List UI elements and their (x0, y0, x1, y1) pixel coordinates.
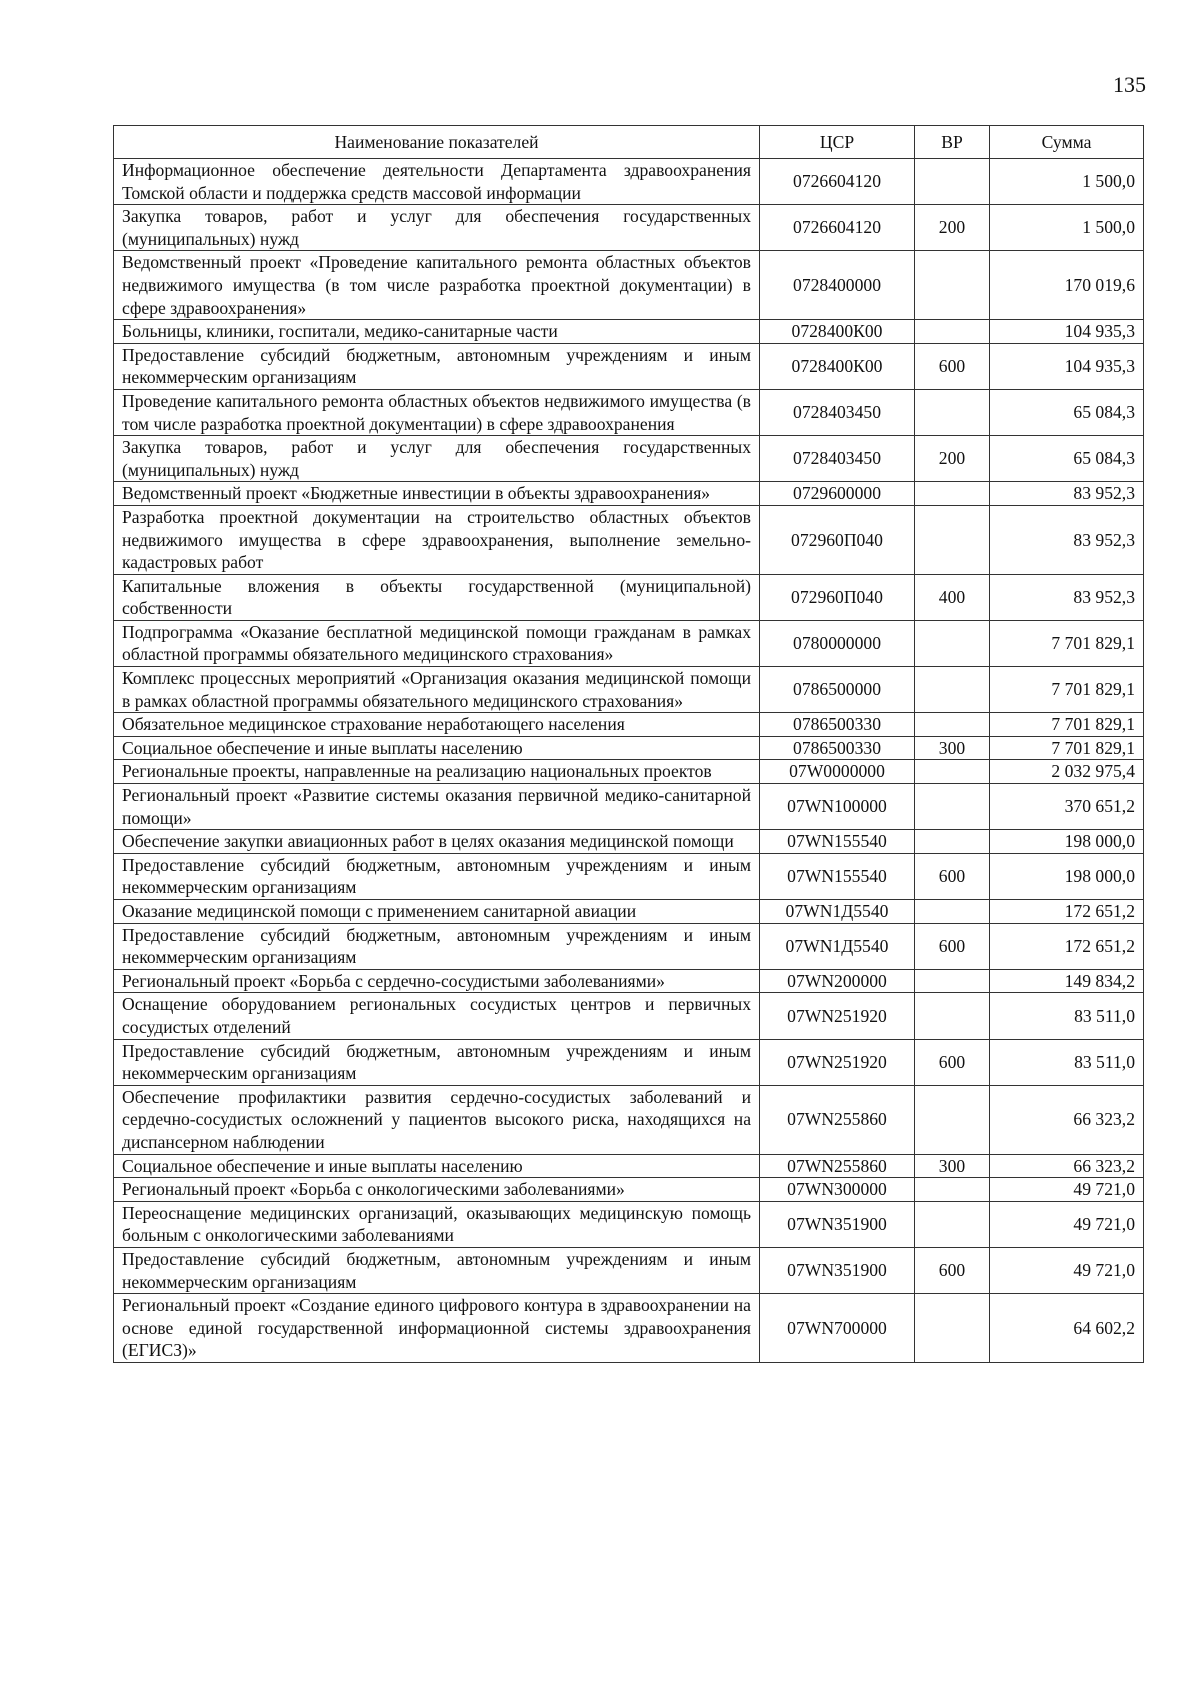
row-csr: 0728400К00 (760, 343, 915, 389)
row-sum: 83 952,3 (990, 505, 1144, 574)
row-name: Оснащение оборудованием региональных сосудистых центров и первичных сосудистых отделений (114, 993, 760, 1039)
row-csr: 0729600000 (760, 482, 915, 506)
row-csr: 07WN100000 (760, 784, 915, 830)
row-vr: 300 (915, 1154, 990, 1178)
row-name: Оказание медицинской помощи с применением санитарной авиации (114, 900, 760, 924)
row-csr: 07WN155540 (760, 830, 915, 854)
row-sum: 49 721,0 (990, 1201, 1144, 1247)
table-row (114, 853, 1144, 899)
row-csr: 07WN200000 (760, 969, 915, 993)
row-csr: 07W0000000 (760, 760, 915, 784)
row-vr: 200 (915, 205, 990, 251)
row-sum: 64 602,2 (990, 1294, 1144, 1363)
table-row (114, 574, 1144, 620)
row-csr: 0780000000 (760, 620, 915, 666)
row-name: Региональный проект «Развитие системы оказания первичной медико-санитарной помощи» (114, 784, 760, 830)
row-sum: 198 000,0 (990, 830, 1144, 854)
row-vr (915, 1178, 990, 1202)
row-csr: 0786500330 (760, 736, 915, 760)
table-row (114, 784, 1144, 830)
row-name: Комплекс процессных мероприятий «Организация оказания медицинской помощи в рамках областной программы обязательного медицинского страхования» (114, 667, 760, 713)
row-vr (915, 1294, 990, 1363)
row-csr: 07WN251920 (760, 993, 915, 1039)
row-vr (915, 713, 990, 737)
row-name: Предоставление субсидий бюджетным, автономным учреждениям и иным некоммерческим организациям (114, 923, 760, 969)
row-sum: 172 651,2 (990, 900, 1144, 924)
table-row (114, 760, 1144, 784)
row-sum: 49 721,0 (990, 1247, 1144, 1293)
row-sum: 65 084,3 (990, 389, 1144, 435)
row-name: Ведомственный проект «Проведение капитального ремонта областных объектов недвижимого имущества (в том числе разработка проектной документации) в сфере здравоохранения» (114, 251, 760, 320)
row-sum: 83 952,3 (990, 482, 1144, 506)
row-csr: 0786500000 (760, 667, 915, 713)
table-row (114, 1201, 1144, 1247)
row-vr: 300 (915, 736, 990, 760)
table-row (114, 505, 1144, 574)
row-csr: 0728403450 (760, 389, 915, 435)
row-vr: 600 (915, 1247, 990, 1293)
header-sum: Сумма (990, 126, 1144, 159)
row-sum: 370 651,2 (990, 784, 1144, 830)
table-row (114, 1247, 1144, 1293)
row-sum: 83 511,0 (990, 993, 1144, 1039)
row-name: Региональный проект «Борьба с онкологическими заболеваниями» (114, 1178, 760, 1202)
row-sum: 49 721,0 (990, 1178, 1144, 1202)
row-csr: 07WN155540 (760, 853, 915, 899)
row-sum: 104 935,3 (990, 343, 1144, 389)
row-csr: 07WN351900 (760, 1247, 915, 1293)
header-row (114, 126, 1144, 159)
table-row (114, 923, 1144, 969)
row-name: Информационное обеспечение деятельности Департамента здравоохранения Томской области и поддержка средств массовой информации (114, 159, 760, 205)
row-csr: 07WN1Д5540 (760, 923, 915, 969)
row-name: Региональные проекты, направленные на реализацию национальных проектов (114, 760, 760, 784)
row-vr (915, 389, 990, 435)
row-name: Закупка товаров, работ и услуг для обеспечения государственных (муниципальных) нужд (114, 205, 760, 251)
row-name: Подпрограмма «Оказание бесплатной медицинской помощи гражданам в рамках областной программы обязательного медицинского страхования» (114, 620, 760, 666)
table-row (114, 667, 1144, 713)
table-row (114, 1085, 1144, 1154)
row-name: Предоставление субсидий бюджетным, автономным учреждениям и иным некоммерческим организациям (114, 343, 760, 389)
table-row (114, 389, 1144, 435)
row-vr (915, 760, 990, 784)
row-vr: 600 (915, 1039, 990, 1085)
row-vr (915, 969, 990, 993)
row-vr: 400 (915, 574, 990, 620)
row-vr: 600 (915, 343, 990, 389)
row-vr (915, 159, 990, 205)
table-row (114, 205, 1144, 251)
row-sum: 149 834,2 (990, 969, 1144, 993)
row-sum: 104 935,3 (990, 320, 1144, 344)
row-vr (915, 505, 990, 574)
table-row (114, 1154, 1144, 1178)
row-name: Региональный проект «Создание единого цифрового контура в здравоохранении на основе единой государственной информационной системы здравоохранения (ЕГИСЗ)» (114, 1294, 760, 1363)
row-name: Обеспечение профилактики развития сердечно-сосудистых заболеваний и сердечно-сосудистых осложнений у пациентов высокого риска, находящихся на диспансерном наблюдении (114, 1085, 760, 1154)
row-name: Обеспечение закупки авиационных работ в целях оказания медицинской помощи (114, 830, 760, 854)
row-name: Региональный проект «Борьба с сердечно-сосудистыми заболеваниями» (114, 969, 760, 993)
row-csr: 0728400К00 (760, 320, 915, 344)
table-row (114, 620, 1144, 666)
row-sum: 1 500,0 (990, 205, 1144, 251)
row-csr: 0786500330 (760, 713, 915, 737)
row-sum: 198 000,0 (990, 853, 1144, 899)
table-row (114, 1178, 1144, 1202)
row-sum: 83 511,0 (990, 1039, 1144, 1085)
row-csr: 07WN300000 (760, 1178, 915, 1202)
row-name: Больницы, клиники, госпитали, медико-санитарные части (114, 320, 760, 344)
budget-table (113, 125, 1144, 1363)
row-vr (915, 993, 990, 1039)
row-name: Разработка проектной документации на строительство областных объектов недвижимого имущества в сфере здравоохранения, выполнение земельно-кадастровых работ (114, 505, 760, 574)
page-number: 135 (1113, 72, 1146, 97)
row-sum: 66 323,2 (990, 1154, 1144, 1178)
row-csr: 0728403450 (760, 436, 915, 482)
table-row (114, 830, 1144, 854)
row-vr (915, 251, 990, 320)
row-sum: 172 651,2 (990, 923, 1144, 969)
row-name: Ведомственный проект «Бюджетные инвестиции в объекты здравоохранения» (114, 482, 760, 506)
row-csr: 072960П040 (760, 574, 915, 620)
row-name: Предоставление субсидий бюджетным, автономным учреждениям и иным некоммерческим организациям (114, 1247, 760, 1293)
table-row (114, 343, 1144, 389)
row-csr: 07WN1Д5540 (760, 900, 915, 924)
header-name: Наименование показателей (114, 126, 760, 159)
row-sum: 170 019,6 (990, 251, 1144, 320)
row-sum: 83 952,3 (990, 574, 1144, 620)
row-csr: 07WN255860 (760, 1085, 915, 1154)
table-row (114, 320, 1144, 344)
row-vr (915, 784, 990, 830)
row-vr: 200 (915, 436, 990, 482)
row-vr: 600 (915, 923, 990, 969)
table-row (114, 251, 1144, 320)
row-vr (915, 900, 990, 924)
table-row (114, 736, 1144, 760)
row-name: Проведение капитального ремонта областных объектов недвижимого имущества (в том числе разработка проектной документации) в сфере здравоохранения (114, 389, 760, 435)
row-name: Предоставление субсидий бюджетным, автономным учреждениям и иным некоммерческим организациям (114, 853, 760, 899)
table-row (114, 1039, 1144, 1085)
table-row (114, 159, 1144, 205)
table-row (114, 482, 1144, 506)
row-vr (915, 667, 990, 713)
row-sum: 1 500,0 (990, 159, 1144, 205)
row-vr (915, 320, 990, 344)
row-csr: 0728400000 (760, 251, 915, 320)
row-name: Капитальные вложения в объекты государственной (муниципальной) собственности (114, 574, 760, 620)
row-vr (915, 1201, 990, 1247)
table-body (114, 159, 1144, 1363)
row-name: Закупка товаров, работ и услуг для обеспечения государственных (муниципальных) нужд (114, 436, 760, 482)
row-sum: 7 701 829,1 (990, 736, 1144, 760)
row-sum: 7 701 829,1 (990, 667, 1144, 713)
row-csr: 07WN255860 (760, 1154, 915, 1178)
row-name: Переоснащение медицинских организаций, оказывающих медицинскую помощь больным с онкологическими заболеваниями (114, 1201, 760, 1247)
row-vr (915, 482, 990, 506)
table-row (114, 993, 1144, 1039)
row-csr: 0726604120 (760, 205, 915, 251)
row-csr: 0726604120 (760, 159, 915, 205)
table-row (114, 713, 1144, 737)
row-sum: 2 032 975,4 (990, 760, 1144, 784)
table-row (114, 436, 1144, 482)
header-csr: ЦСР (760, 126, 915, 159)
row-sum: 65 084,3 (990, 436, 1144, 482)
row-name: Обязательное медицинское страхование неработающего населения (114, 713, 760, 737)
row-vr: 600 (915, 853, 990, 899)
table-header (114, 126, 1144, 159)
row-csr: 07WN351900 (760, 1201, 915, 1247)
row-name: Социальное обеспечение и иные выплаты населению (114, 1154, 760, 1178)
table-row (114, 1294, 1144, 1363)
table-row (114, 900, 1144, 924)
row-name: Социальное обеспечение и иные выплаты населению (114, 736, 760, 760)
row-vr (915, 1085, 990, 1154)
table-row (114, 969, 1144, 993)
row-name: Предоставление субсидий бюджетным, автономным учреждениям и иным некоммерческим организациям (114, 1039, 760, 1085)
row-sum: 7 701 829,1 (990, 620, 1144, 666)
row-csr: 072960П040 (760, 505, 915, 574)
row-csr: 07WN700000 (760, 1294, 915, 1363)
header-vr: ВР (915, 126, 990, 159)
row-vr (915, 620, 990, 666)
row-csr: 07WN251920 (760, 1039, 915, 1085)
row-sum: 7 701 829,1 (990, 713, 1144, 737)
row-sum: 66 323,2 (990, 1085, 1144, 1154)
row-vr (915, 830, 990, 854)
